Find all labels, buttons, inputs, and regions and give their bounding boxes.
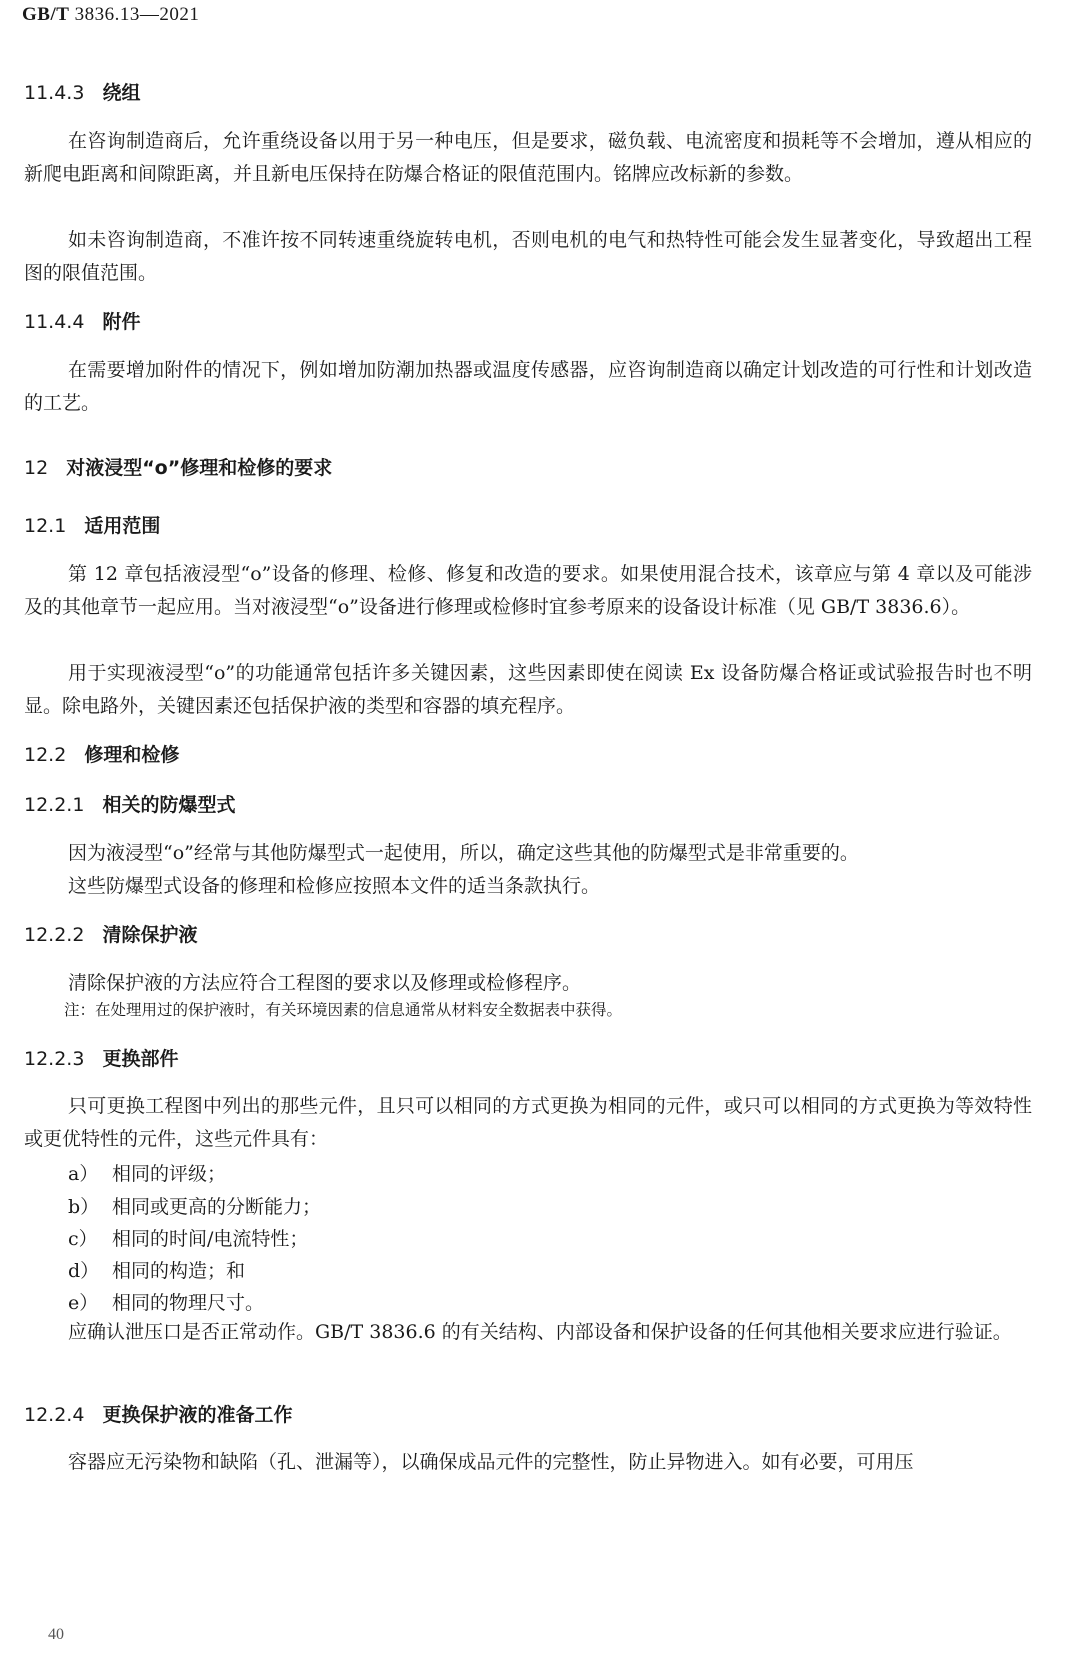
- heading-12-2-3: 12.2.3 更换部件: [24, 1048, 179, 1070]
- list-item: a） 相同的评级；: [68, 1163, 227, 1185]
- paragraph-12-2-2-1: 清除保护液的方法应符合工程图的要求以及修理或检修程序。: [68, 972, 582, 994]
- heading-12-1: 12.1 适用范围: [24, 515, 161, 537]
- paragraph-12-1-2: 用于实现液浸型“o”的功能通常包括许多关键因素，这些因素即使在阅读 Ex 设备防爆合格证或试验报告时也不明显。除电路外，关键因素还包括保护液的类型和容器的填充程序。: [24, 662, 1032, 717]
- note-12-2-2: 注：在处理用过的保护液时，有关环境因素的信息通常从材料安全数据表中获得。: [64, 1001, 623, 1019]
- heading-12-2: 12.2 修理和检修: [24, 744, 180, 766]
- heading-12-2-2: 12.2.2 清除保护液: [24, 924, 198, 946]
- standard-prefix: GB/T: [22, 4, 70, 25]
- standard-number: 3836.13—2021: [74, 4, 200, 25]
- heading-12-2-1: 12.2.1 相关的防爆型式: [24, 794, 236, 816]
- heading-12-2-4: 12.2.4 更换保护液的准备工作: [24, 1404, 293, 1426]
- paragraph-12-2-3-closing: 应确认泄压口是否正常动作。GB/T 3836.6 的有关结构、内部设备和保护设备的任何其他相关要求应进行验证。: [68, 1321, 1012, 1343]
- heading-11-4-4: 11.4.4 附件: [24, 311, 141, 333]
- paragraph-12-2-3-intro: 只可更换工程图中列出的那些元件，且只可以相同的方式更换为相同的元件，或只可以相同的方式更换为等效特性或更优特性的元件，这些元件具有：: [24, 1095, 1032, 1150]
- heading-11-4-3: 11.4.3 绕组: [24, 82, 141, 104]
- page-header: [22, 4, 199, 26]
- paragraph-11-4-3-2: 如未咨询制造商，不准许按不同转速重绕旋转电机，否则电机的电气和热特性可能会发生显著变化，导致超出工程图的限值范围。: [24, 229, 1032, 284]
- paragraph-11-4-3-1: 在咨询制造商后，允许重绕设备以用于另一种电压，但是要求，磁负载、电流密度和损耗等不会增加，遵从相应的新爬电距离和间隙距离，并且新电压保持在防爆合格证的限值范围内。铭牌应改标新的参数。: [24, 130, 1032, 185]
- paragraph-11-4-4-1: 在需要增加附件的情况下，例如增加防潮加热器或温度传感器，应咨询制造商以确定计划改造的可行性和计划改造的工艺。: [24, 359, 1032, 414]
- list-item: d） 相同的构造；和: [68, 1260, 246, 1282]
- paragraph-12-2-4-1: 容器应无污染物和缺陷（孔、泄漏等），以确保成品元件的完整性，防止异物进入。如有必要，可用压: [68, 1451, 914, 1473]
- list-item: e） 相同的物理尺寸。: [68, 1292, 265, 1314]
- page-number: 40: [48, 1626, 64, 1643]
- list-item: c） 相同的时间/电流特性；: [68, 1228, 309, 1250]
- heading-12: 12 对液浸型“o”修理和检修的要求: [24, 457, 333, 479]
- paragraph-12-2-1-1: 因为液浸型“o”经常与其他防爆型式一起使用，所以，确定这些其他的防爆型式是非常重要的。: [68, 842, 859, 864]
- paragraph-12-1-1: 第 12 章包括液浸型“o”设备的修理、检修、修复和改造的要求。如果使用混合技术，该章应与第 4 章以及可能涉及的其他章节一起应用。当对液浸型“o”设备进行修理或检修时宜参考原来的设备设计标准（见 GB/T 3836.6）。: [24, 563, 1032, 618]
- paragraph-12-2-1-2: 这些防爆型式设备的修理和检修应按照本文件的适当条款执行。: [68, 875, 601, 897]
- list-item: b） 相同或更高的分断能力；: [68, 1196, 322, 1218]
